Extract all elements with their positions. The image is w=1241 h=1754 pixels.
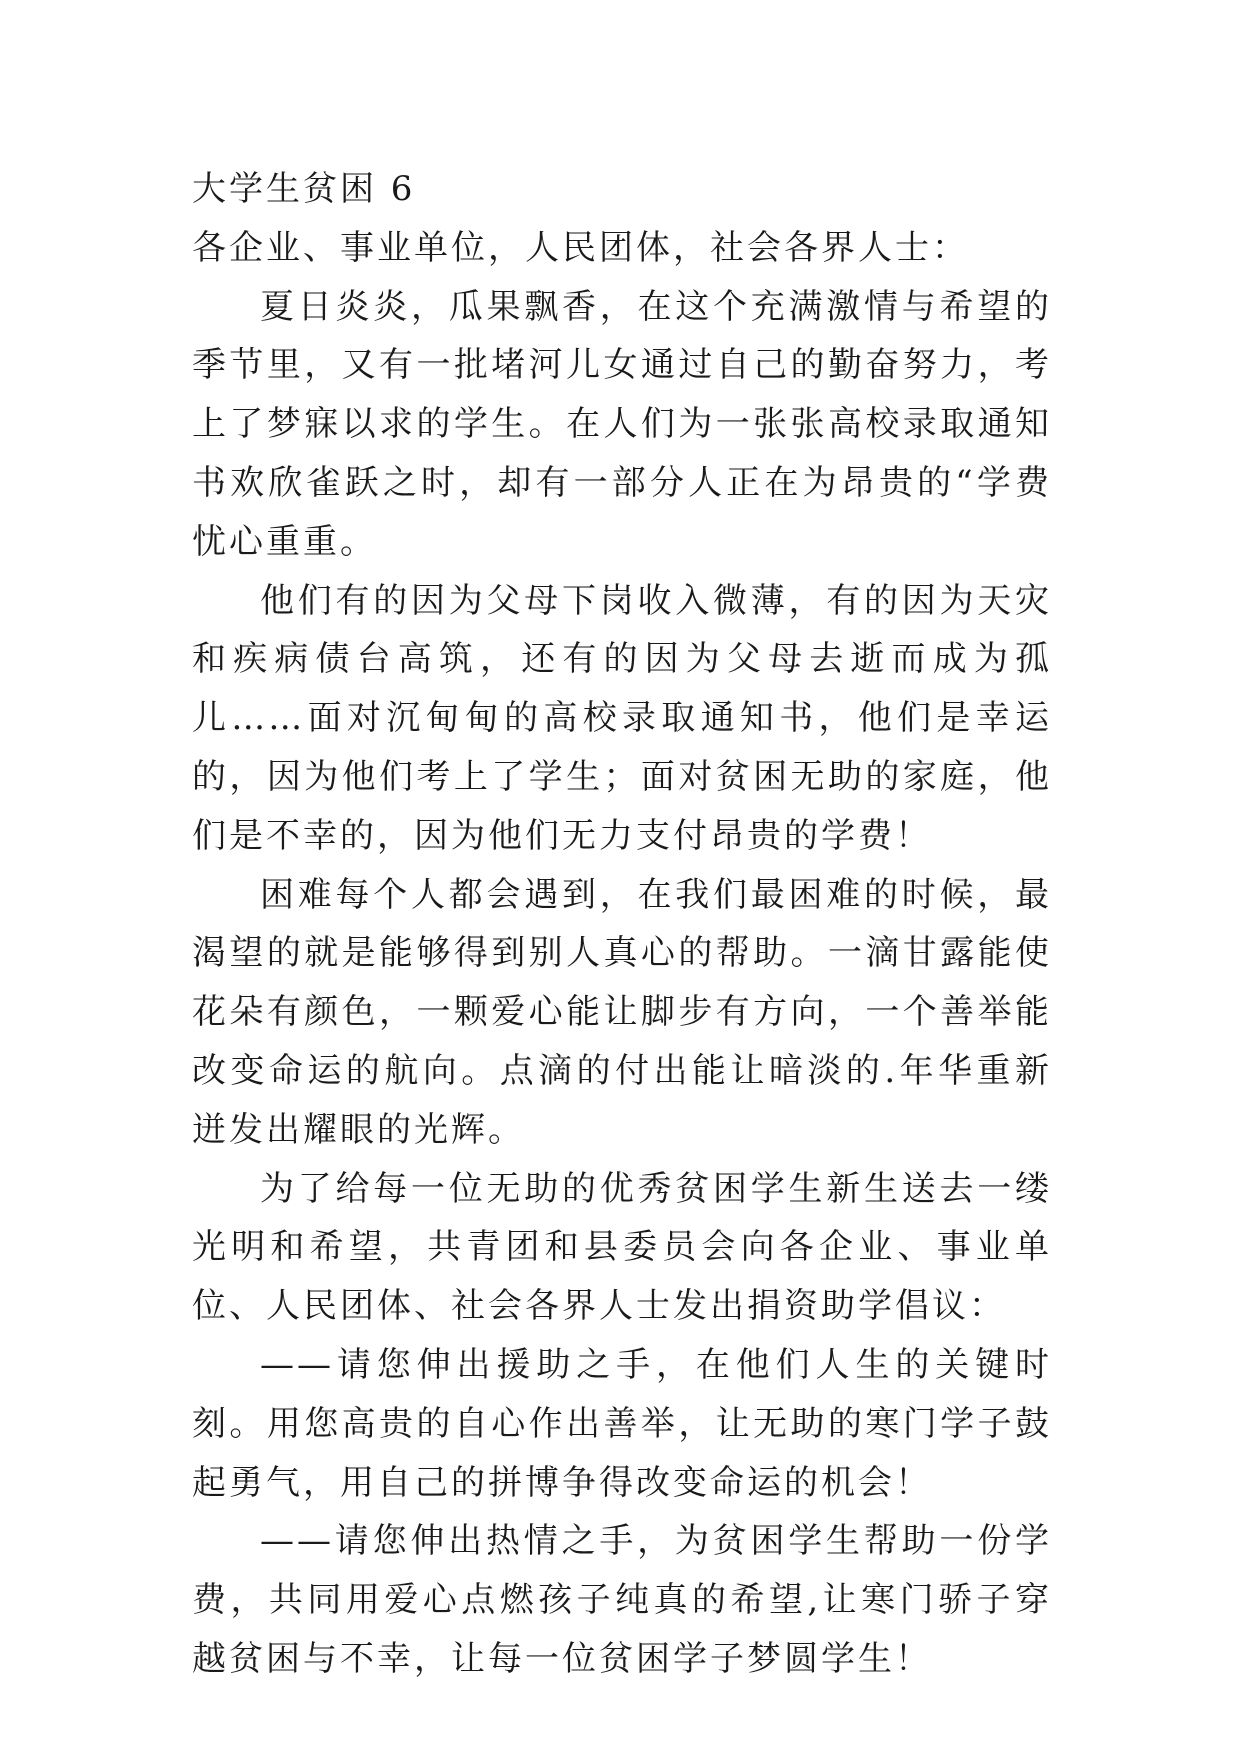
paragraph-initiative: 为了给每一位无助的优秀贫困学生新生送去一缕光明和希望，共青团和县委员会向各企业、事业单位、人民团体、社会各界人士发出捐资助学倡议： — [192, 1168, 1052, 1327]
salutation: 各企业、事业单位，人民团体，社会各界人士： — [192, 227, 969, 268]
paragraph-hardship: 他们有的因为父母下岗收入微薄，有的因为天灾和疾病债台高筑，还有的因为父母去逝而成为孤儿……面对沉甸甸的高校录取通知书，他们是幸运的，因为他们考上了学生；面对贫困无助的家庭，他们是不幸的，因为他们无力支付昂贵的学费！ — [192, 580, 1052, 856]
paragraph-appeal-1: ——请您伸出援助之手，在他们人生的关键时刻。用您高贵的自心作出善举，让无助的寒门学子鼓起勇气，用自己的拼博争得改变命运的机会！ — [192, 1344, 1052, 1503]
paragraph-appeal-2: ——请您伸出热情之手，为贫困学生帮助一份学费，共同用爱心点燃孩子纯真的希望,让寒门骄子穿越贫困与不幸，让每一位贫困学子梦圆学生！ — [192, 1521, 1052, 1679]
paragraph-help: 困难每个人都会遇到，在我们最困难的时候，最渴望的就是能够得到别人真心的帮助。一滴甘露能使花朵有颜色，一颗爱心能让脚步有方向，一个善举能改变命运的航向。点滴的付出能让暗淡的.年华重新迸发出耀眼的光辉。 — [192, 874, 1052, 1150]
paragraph-intro: 夏日炎炎，瓜果飘香，在这个充满激情与希望的季节里，又有一批堵河儿女通过自己的勤奋努力，考上了梦寐以求的学生。在人们为一张张高校录取通知书欢欣雀跃之时，却有一部分人正在为昂贵的“学费忧心重重。 — [192, 286, 1052, 562]
document-body — [192, 160, 1052, 1689]
document-title: 大学生贫困 6 — [192, 169, 416, 209]
